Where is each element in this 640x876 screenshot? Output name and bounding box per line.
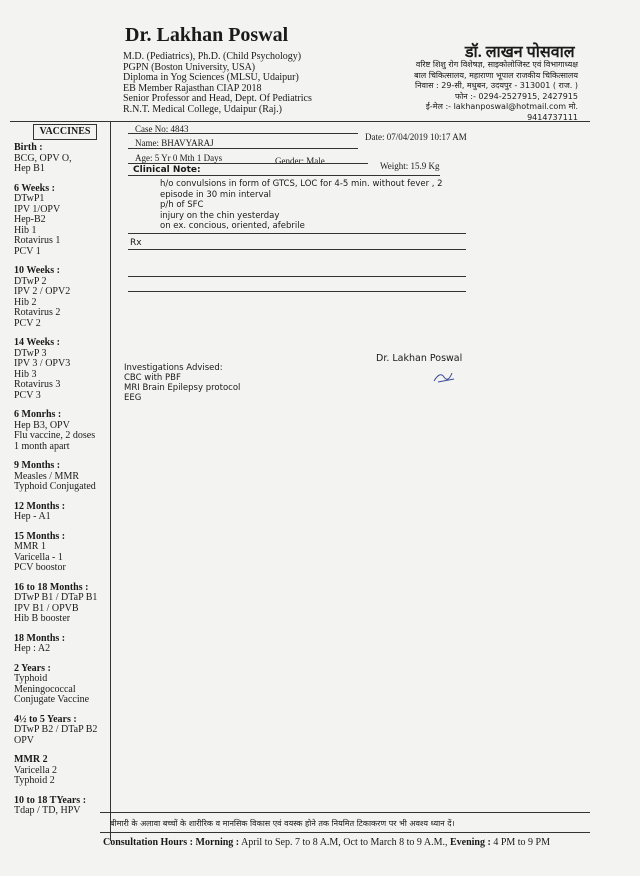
vaccine-item: Varicella - 1 xyxy=(14,551,63,563)
vaccine-group xyxy=(14,715,109,747)
vaccine-item: 1 month apart xyxy=(14,440,70,452)
rule xyxy=(128,133,358,134)
vaccine-item: Conjugate Vaccine xyxy=(14,694,90,705)
rule xyxy=(128,163,368,164)
clinical-note-line: episode in 30 min interval xyxy=(160,189,272,200)
vaccine-group xyxy=(14,583,109,625)
vaccine-item: Tdap / TD, HPV xyxy=(14,805,81,816)
clinical-note-line: h/o convulsions in form of GTCS, LOC for 4-5 min. without fever , 2 xyxy=(160,179,443,189)
vaccine-item: PCV 3 xyxy=(14,389,41,401)
vaccine-group xyxy=(14,461,109,493)
vaccine-group-heading: 12 Months : xyxy=(14,500,66,512)
vaccine-group xyxy=(14,796,109,817)
vaccine-item: Typhoid 2 xyxy=(14,775,55,786)
qualification-line: PGPN (Boston University, USA) xyxy=(123,61,256,73)
vaccine-group xyxy=(14,338,109,401)
case-number: Case No: 4843 xyxy=(135,124,189,134)
rule xyxy=(128,148,358,149)
hindi-line: ई-मेल :- lakhanposwal@hotmail.com मो. 9414737111 xyxy=(425,102,578,122)
hours-label: Consultation Hours : Morning : xyxy=(103,837,240,848)
vaccine-group-heading: 18 Months : xyxy=(14,632,66,644)
investigation-line: MRI Brain Epilepsy protocol xyxy=(124,383,241,393)
qualification-line: Senior Professor and Head, Dept. Of Pediatrics xyxy=(123,93,312,104)
vaccine-item: Typhoid xyxy=(14,673,48,684)
visit-date: Date: 07/04/2019 10:17 AM xyxy=(365,132,467,142)
vaccine-item: Hep - A1 xyxy=(14,511,51,522)
signature-name: Dr. Lakhan Poswal xyxy=(376,353,463,364)
hindi-line: निवास : 29-सी, मधुबन, उदयपुर - 313001 ( राज. ) xyxy=(415,81,578,90)
patient-age: Age: 5 Yr 0 Mth 1 Days xyxy=(135,153,223,163)
vaccine-group xyxy=(14,634,109,655)
hours-morning: April to Sep. 7 to 8 A.M, Oct to March 8 to 9 A.M., xyxy=(241,837,448,848)
vaccine-item: PCV 1 xyxy=(14,245,41,257)
vaccine-item: Varicella 2 xyxy=(14,764,58,776)
vaccine-schedule xyxy=(14,143,109,826)
vaccine-item: IPV 2 / OPV2 xyxy=(14,286,71,297)
consultation-hours xyxy=(103,837,550,848)
vaccine-group-heading: MMR 2 xyxy=(14,754,48,765)
vaccine-item: DTwP1 xyxy=(14,193,45,204)
vaccine-item: PCV 2 xyxy=(14,317,41,329)
vaccine-item: DTwP B2 / DTaP B2 xyxy=(14,724,98,735)
signature-scribble xyxy=(430,367,460,387)
clinical-note-line: on ex. concious, oriented, afebrile xyxy=(160,221,305,231)
qualification-line: M.D. (Pediatrics), Ph.D. (Child Psychology) xyxy=(123,51,302,62)
vaccine-group-heading: Birth : xyxy=(14,142,43,153)
rx-label: Rx xyxy=(130,238,142,248)
vaccine-group xyxy=(14,664,109,706)
vaccine-item: BCG, OPV O, xyxy=(14,152,72,164)
vaccine-item: Hib 2 xyxy=(14,296,37,308)
vaccine-item: Hep-B2 xyxy=(14,214,46,225)
rule xyxy=(128,276,466,277)
vaccine-group xyxy=(14,755,109,787)
vaccine-item: Rotavirus 3 xyxy=(14,379,61,390)
vaccines-title: VACCINES xyxy=(33,124,97,140)
vaccine-group xyxy=(14,143,109,175)
vaccine-item: Rotavirus 2 xyxy=(14,307,61,318)
footer-hindi-note: बीमारी के अलावा बच्चों के शारीरिक व मानसिक विकास एवं वयस्क होने तक नियमित टिकाकरण पर भी अवश्य ध्यान दें। xyxy=(110,819,455,828)
column-divider xyxy=(110,121,111,841)
vaccine-group-heading: 10 Weeks : xyxy=(14,265,60,276)
investigations xyxy=(124,363,240,403)
vaccine-group xyxy=(14,502,109,523)
vaccine-item: Hep : A2 xyxy=(14,643,51,654)
vaccine-item: Meningococcal xyxy=(14,683,76,695)
patient-gender: Gender: Male xyxy=(275,156,325,166)
clinical-note-line: injury on the chin yesterday xyxy=(160,210,280,221)
vaccine-group-heading: 6 Weeks : xyxy=(14,182,55,194)
clinical-note-title: Clinical Note: xyxy=(133,165,201,175)
vaccine-group-heading: 15 Months : xyxy=(14,530,66,542)
rule xyxy=(128,291,466,292)
vaccine-item: Hib 1 xyxy=(14,224,37,236)
rule xyxy=(128,175,440,176)
vaccine-item: DTwP 2 xyxy=(14,275,47,287)
vaccine-item: IPV 3 / OPV3 xyxy=(14,358,71,369)
vaccine-item: Rotavirus 1 xyxy=(14,235,61,246)
vaccine-group-heading: 10 to 18 TYears : xyxy=(14,794,87,806)
clinical-note-line: p/h of SFC xyxy=(160,200,204,210)
vaccine-group xyxy=(14,532,109,574)
qualification-line: R.N.T. Medical College, Udaipur (Raj.) xyxy=(123,103,282,115)
hours-evening-label: Evening : xyxy=(449,837,491,848)
investigation-line: EEG xyxy=(124,393,142,403)
vaccine-item: Measles / MMR xyxy=(14,470,79,482)
patient-weight: Weight: 15.9 Kg xyxy=(380,161,440,171)
vaccine-group xyxy=(14,410,109,452)
hindi-line: वरिष्ट शिशु रोग विशेषज्ञ, साइकोलोजिस्ट एवं विभागाध्यक्ष xyxy=(415,60,578,69)
doctor-name: Dr. Lakhan Poswal xyxy=(125,24,289,46)
hindi-line: फोन :- 0294-2527915, 2427915 xyxy=(455,91,578,101)
doctor-name-hindi: डॉ. लाखन पोसवाल xyxy=(465,44,575,61)
investigation-line: CBC with PBF xyxy=(124,373,181,383)
vaccine-item: MMR 1 xyxy=(14,541,46,552)
vaccine-group-heading: 14 Weeks : xyxy=(14,337,60,348)
vaccine-group xyxy=(14,184,109,258)
vaccine-item: Hib B booster xyxy=(14,613,71,624)
vaccine-item: Hep B1 xyxy=(14,163,45,174)
vaccine-group-heading: 16 to 18 Months : xyxy=(14,581,89,593)
qualifications xyxy=(123,52,312,115)
vaccine-item: DTwP B1 / DTaP B1 xyxy=(14,592,98,603)
vaccine-group-heading: 6 Monrhs : xyxy=(14,409,62,420)
investigations-title: Investigations Advised: xyxy=(124,363,223,373)
vaccine-item: PCV boostor xyxy=(14,562,66,573)
footer-rule xyxy=(100,812,590,813)
vaccine-item: DTwP 3 xyxy=(14,347,47,359)
hindi-address-block xyxy=(395,60,578,123)
patient-name: Name: BHAVYARAJ xyxy=(135,138,214,148)
hours-evening: 4 PM to 9 PM xyxy=(493,837,550,848)
footer-rule xyxy=(100,832,590,833)
hindi-line: बाल चिकित्सालय, महाराणा भूपाल राजकीय चिकित्सालय xyxy=(414,70,578,80)
vaccine-item: Flu vaccine, 2 doses xyxy=(14,430,96,441)
rule xyxy=(128,233,466,234)
vaccine-group-heading: 9 Months : xyxy=(14,460,61,471)
vaccine-item: OPV xyxy=(14,734,35,746)
vaccine-item: IPV 1/OPV xyxy=(14,203,61,215)
clinical-notes xyxy=(160,179,443,232)
vaccine-item: Typhoid Conjugated xyxy=(14,481,96,492)
vaccine-item: Hib 3 xyxy=(14,368,37,380)
header-rule xyxy=(10,121,590,122)
qualification-line: EB Member Rajasthan CIAP 2018 xyxy=(123,82,262,94)
vaccine-group-heading: 2 Years : xyxy=(14,662,51,674)
vaccine-group xyxy=(14,266,109,329)
vaccine-item: IPV B1 / OPVB xyxy=(14,602,79,614)
qualification-line: Diploma in Yog Sciences (MLSU, Udaipur) xyxy=(123,72,299,83)
vaccine-item: Hep B3, OPV xyxy=(14,419,70,431)
rule xyxy=(128,249,466,250)
vaccine-group-heading: 4½ to 5 Years : xyxy=(14,713,77,725)
